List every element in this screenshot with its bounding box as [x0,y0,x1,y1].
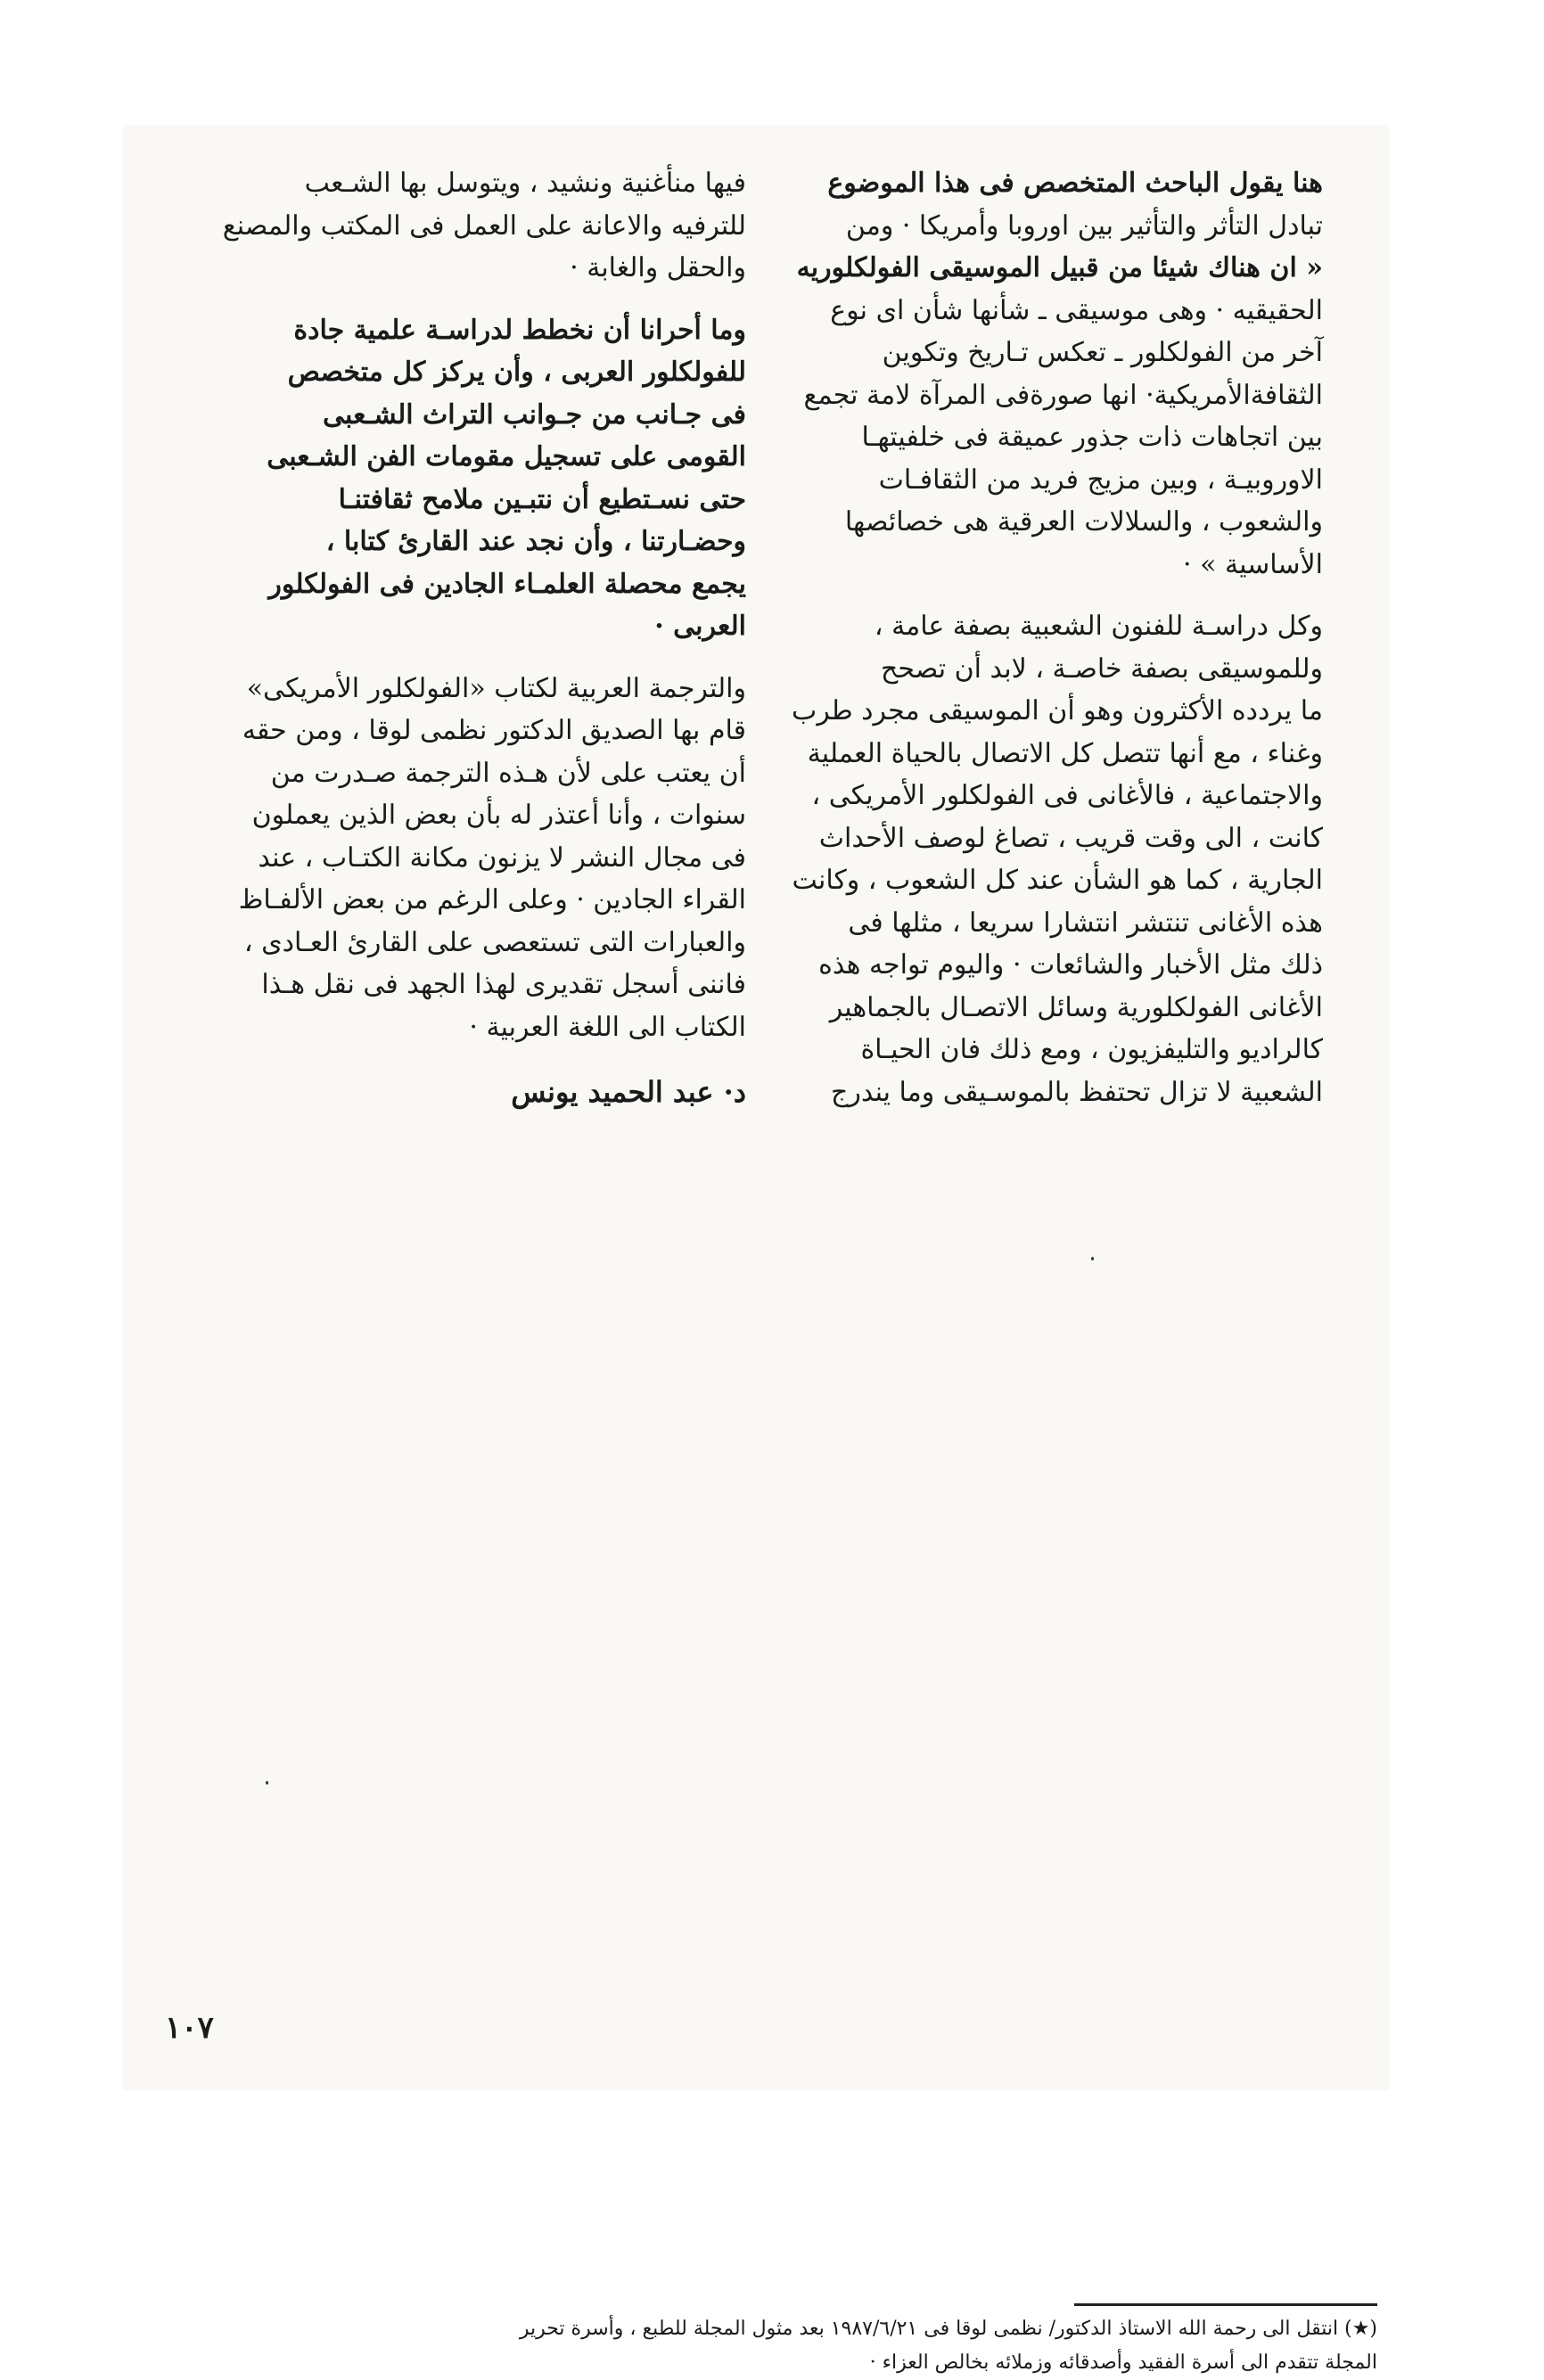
paragraph-emphasis [172,309,746,648]
print-speck [266,1781,268,1785]
text-line: حتى نسـتطيع أن نتبـين ملامح ثقافتنـا [338,483,746,515]
text-line: وما أحرانا أن نخطط لدراسـة علمية جادة [293,314,746,346]
text-line: وحضـارتنا ، وأن نجد عند القارئ كتابا ، [325,526,746,557]
text-line: فيها منأغنية ونشيد ، ويتوسل بها الشـعب [304,168,746,199]
text-line: وغناء ، مع أنها تتصل كل الاتصال بالحياة العملية [807,737,1323,769]
paragraph [172,668,746,1049]
text-line: بين اتجاهات ذات جذور عميقة فى خلفيتهـا [861,422,1323,453]
text-line: الكتاب الى اللغة العربية · [469,1011,746,1043]
text-line: يجمع محصلة العلمـاء الجادين فى الفولكلور [268,568,746,600]
paragraph [790,605,1323,1113]
text-line: سنوات ، وأنا أعتذر له بأن بعض الذين يعملون [251,800,746,831]
text-line: فاننى أسجل تقديرى لهذا الجهد فى نقل هـذا [261,969,746,1000]
text-line: وللموسيقى بصفة خاصـة ، لابد أن تصحح [881,652,1323,685]
page-number: ١٠٧ [165,2010,214,2046]
text-line: هذه الأغانى تنتشر انتشارا سريعا ، مثلها فى [848,907,1323,939]
text-line: أن يعتب على لأن هـذه الترجمة صـدرت من [270,757,746,789]
text-line: والشعوب ، والسلالات العرقية هى خصائصها [844,506,1323,538]
text-line: كالراديو والتليفزيون ، ومع ذلك فان الحيـاة [860,1034,1323,1065]
print-speck [1091,1257,1094,1260]
text-line: الشعبية لا تزال تحتفظ بالموسـيقى وما يندرج [830,1076,1323,1108]
text-line: والاجتماعية ، فالأغانى فى الفولكلور الأمريكى ، [811,780,1323,811]
text-line: للفولكلور العربى ، وأن يركز كل متخصص [287,357,746,388]
text-line: الثقافةالأمريكية· انها صورةفى المرآة لامة تجمع [803,379,1323,411]
footnote-divider [1074,2303,1377,2306]
text-line: تبادل التأثر والتأثير بين اوروبا وأمريكا · ومن [845,209,1323,242]
text-line: القراء الجادين · وعلى الرغم من بعض الألفـاظ [238,884,746,915]
text-line: آخر من الفولكلور ـ تعكس تـاريخ وتكوين [882,337,1323,368]
text-line: ذلك مثل الأخبار والشائعات · واليوم تواجه هذه [818,949,1323,981]
paragraph [172,162,746,290]
footnote-line: المجلة تتقدم الى أسرة الفقيد وأصدقائه وزملائه بخالص العزاء · [869,2351,1377,2374]
text-line: والعبارات التى تستعصى على القارئ العـادى ، [243,926,746,958]
text-line: فى جـانب من جـوانب التراث الشـعبى [323,398,746,431]
text-line: القومى على تسجيل مقومات الفن الشـعبى [267,441,746,472]
text-line: ما يردده الأكثرون وهو أن الموسيقى مجرد طرب [791,695,1323,726]
text-line: وكل دراسـة للفنون الشعبية بصفة عامة ، [874,611,1323,642]
article-column-left [172,162,746,1114]
text-line: والترجمة العربية لكتاب «الفولكلور الأمريكى» [246,672,746,704]
text-line: فى مجال النشر لا يزنون مكانة الكتـاب ، عند [258,841,746,874]
text-line: الحقيقيه · وهى موسيقى ـ شأنها شأن اى نوع [830,294,1323,326]
text-line: كانت ، الى وقت قريب ، تصاغ لوصف الأحداث [818,822,1323,854]
text-line: الأغانى الفولكلورية وسائل الاتصـال بالجماهير [829,991,1323,1023]
text-line: والحقل والغابة · [570,252,746,283]
footnote-line: (★) انتقل الى رحمة الله الاستاذ الدكتور/ نظمى لوقا فى ١٩٨٧/٦/٢١ بعد مثول المجلة للطبع ، وأسرة تحرير [519,2318,1377,2340]
footnote [160,2312,1377,2380]
text-line: الاوروبيـة ، وبين مزيج فريد من الثقافـات [878,464,1323,496]
text-line: الجارية ، كما هو الشأن عند كل الشعوب ، وكانت [792,865,1323,896]
text-line: « ان هناك شيئا من قبيل الموسيقى الفولكلوريه [796,252,1323,283]
text-line: الأساسية » · [1183,548,1323,580]
text-line: العربى · [654,611,746,642]
text-line: للترفيه والاعانة على العمل فى المكتب والمصنع [222,209,746,242]
text-line: هنا يقول الباحث المتخصص فى هذا الموضوع [827,168,1323,199]
author-signature: د· عبد الحميد يونس [511,1075,746,1109]
paragraph [790,162,1323,586]
text-line: قام بها الصديق الدكتور نظمى لوقا ، ومن حقه [242,715,746,746]
article-column-right [790,162,1323,1113]
